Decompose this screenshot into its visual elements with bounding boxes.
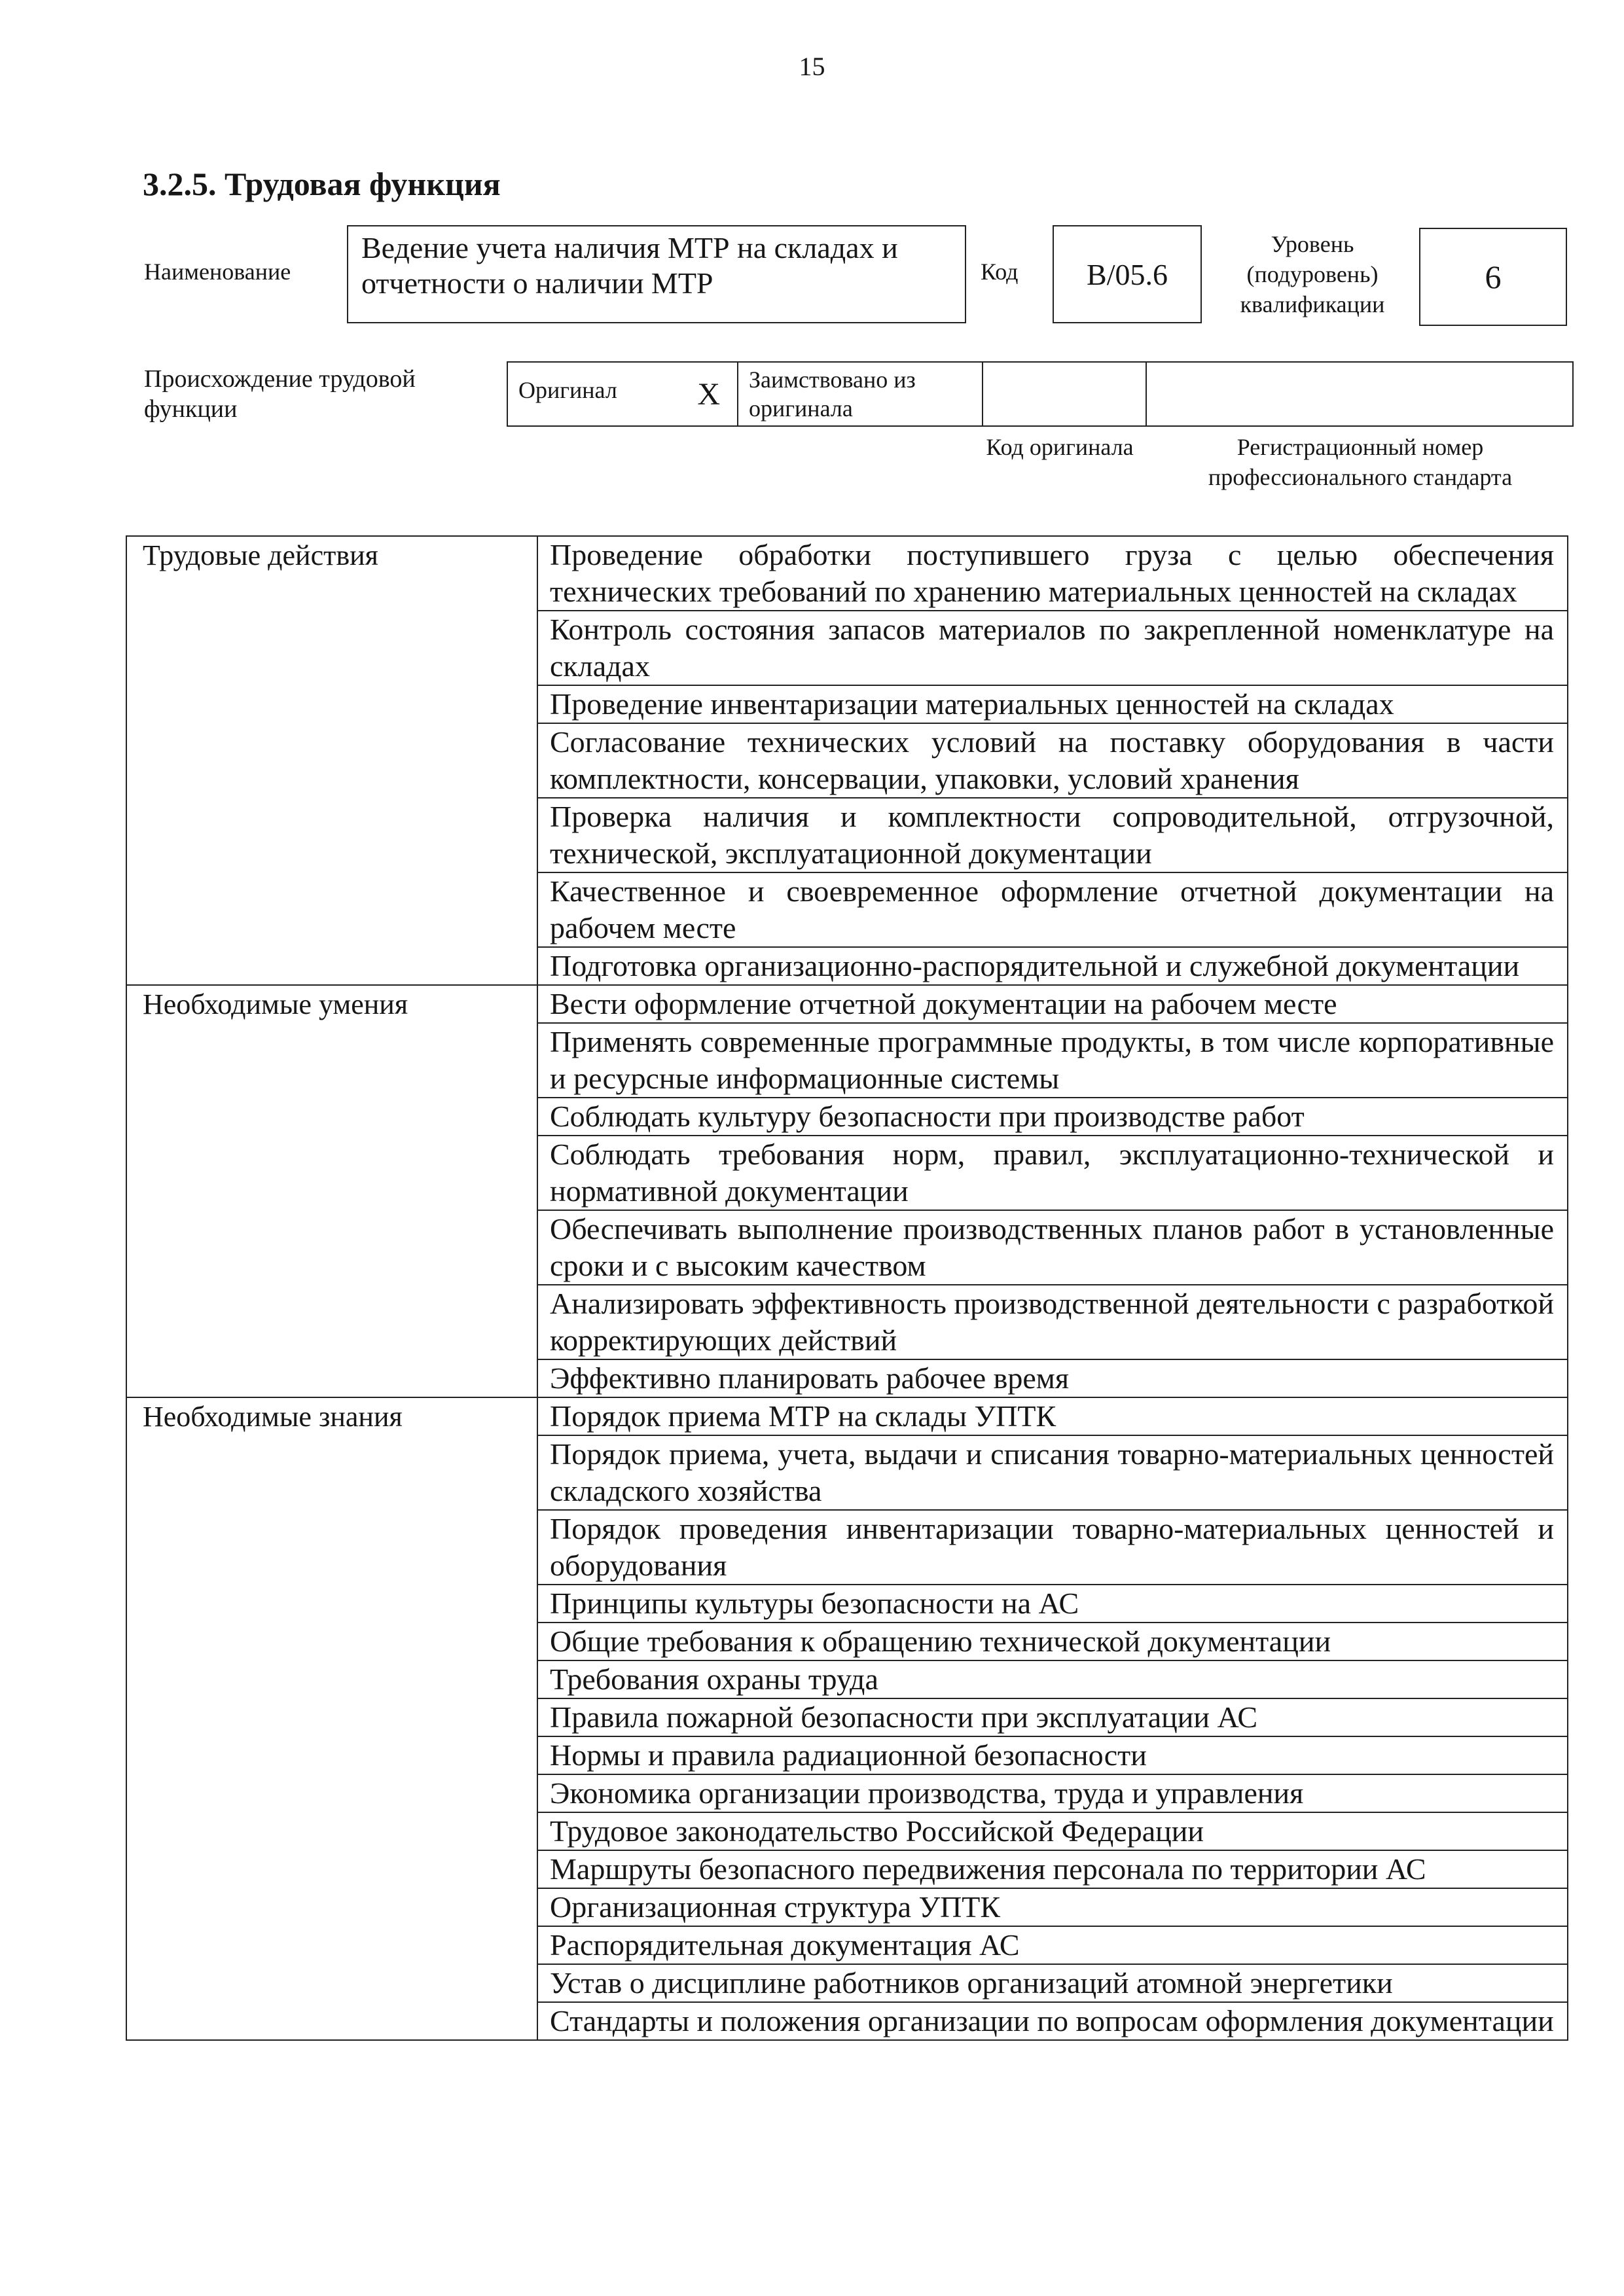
table-row (126, 985, 1568, 1023)
section-item: Экономика организации производства, труда и управления (537, 1774, 1568, 1812)
origin-label: Происхождение трудовой функции (144, 365, 416, 423)
section-title: Необходимые знания (126, 1397, 537, 2040)
page-number: 15 (799, 52, 825, 81)
section-item: Порядок приема, учета, выдачи и списания товарно-материальных ценностей складского хозяйства (537, 1435, 1568, 1510)
section-item: Проверка наличия и комплектности сопроводительной, отгрузочной, технической, эксплуатационной документации (537, 798, 1568, 872)
function-details-table (126, 535, 1568, 2041)
borrowed-label: Заимствовано из оригинала (738, 362, 983, 426)
section-item: Согласование технических условий на поставку оборудования в части комплектности, консервации, упаковки, условий хранения (537, 723, 1568, 798)
qualification-level-label: Уровень (подуровень) квалификации (1240, 231, 1385, 317)
qualification-level-value: 6 (1419, 228, 1567, 326)
original-label: Оригинал (518, 376, 617, 403)
section-item: Порядок приема МТР на склады УПТК (537, 1397, 1568, 1435)
section-item: Соблюдать культуру безопасности при производстве работ (537, 1098, 1568, 1136)
section-item: Распорядительная документация АС (537, 1926, 1568, 1964)
section-item: Вести оформление отчетной документации на рабочем месте (537, 985, 1568, 1023)
section-item: Принципы культуры безопасности на АС (537, 1585, 1568, 1623)
registration-number-caption: Регистрационный номер профессионального стандарта (1208, 434, 1513, 490)
section-item: Контроль состояния запасов материалов по закрепленной номенклатуре на складах (537, 611, 1568, 685)
function-name-value: Ведение учета наличия МТР на складах и отчетности о наличии МТР (347, 225, 966, 323)
section-item: Соблюдать требования норм, правил, эксплуатационно-технической и нормативной документации (537, 1136, 1568, 1210)
table-row (126, 1397, 1568, 1435)
section-item: Обеспечивать выполнение производственных планов работ в установленные сроки и с высоким качеством (537, 1210, 1568, 1285)
name-label: Наименование (144, 259, 291, 285)
function-code-value: B/05.6 (1053, 225, 1202, 323)
table-row (126, 536, 1568, 611)
original-code-caption: Код оригинала (986, 434, 1134, 460)
original-code-cell (983, 362, 1146, 426)
section-item: Применять современные программные продукты, в том числе корпоративные и ресурсные информационные системы (537, 1023, 1568, 1098)
section-item: Проведение обработки поступившего груза с целью обеспечения технических требований по хранению материальных ценностей на складах (537, 536, 1568, 611)
section-item: Требования охраны труда (537, 1660, 1568, 1698)
code-label: Код (981, 259, 1019, 285)
section-item: Проведение инвентаризации материальных ценностей на складах (537, 685, 1568, 723)
section-item: Подготовка организационно-распорядительной и служебной документации (537, 947, 1568, 985)
origin-row (507, 362, 1573, 426)
section-item: Правила пожарной безопасности при эксплуатации АС (537, 1698, 1568, 1736)
section-item: Порядок проведения инвентаризации товарно-материальных ценностей и оборудования (537, 1510, 1568, 1585)
section-item: Устав о дисциплине работников организаций атомной энергетики (537, 1964, 1568, 2002)
section-item: Организационная структура УПТК (537, 1888, 1568, 1926)
section-item: Нормы и правила радиационной безопасности (537, 1736, 1568, 1774)
section-item: Трудовое законодательство Российской Федерации (537, 1812, 1568, 1850)
section-title: Трудовые действия (126, 536, 537, 985)
section-item: Общие требования к обращению технической документации (537, 1623, 1568, 1660)
section-item: Эффективно планировать рабочее время (537, 1359, 1568, 1397)
original-cell (507, 362, 738, 426)
section-item: Качественное и своевременное оформление отчетной документации на рабочем месте (537, 872, 1568, 947)
section-heading: 3.2.5. Трудовая функция (143, 166, 501, 202)
section-title: Необходимые умения (126, 985, 537, 1397)
origin-table (507, 361, 1574, 427)
registration-number-cell (1146, 362, 1573, 426)
section-item: Маршруты безопасного передвижения персонала по территории АС (537, 1850, 1568, 1888)
section-item: Стандарты и положения организации по вопросам оформления документации (537, 2002, 1568, 2040)
original-mark: X (697, 376, 720, 412)
section-item: Анализировать эффективность производственной деятельности с разработкой корректирующих действий (537, 1285, 1568, 1359)
